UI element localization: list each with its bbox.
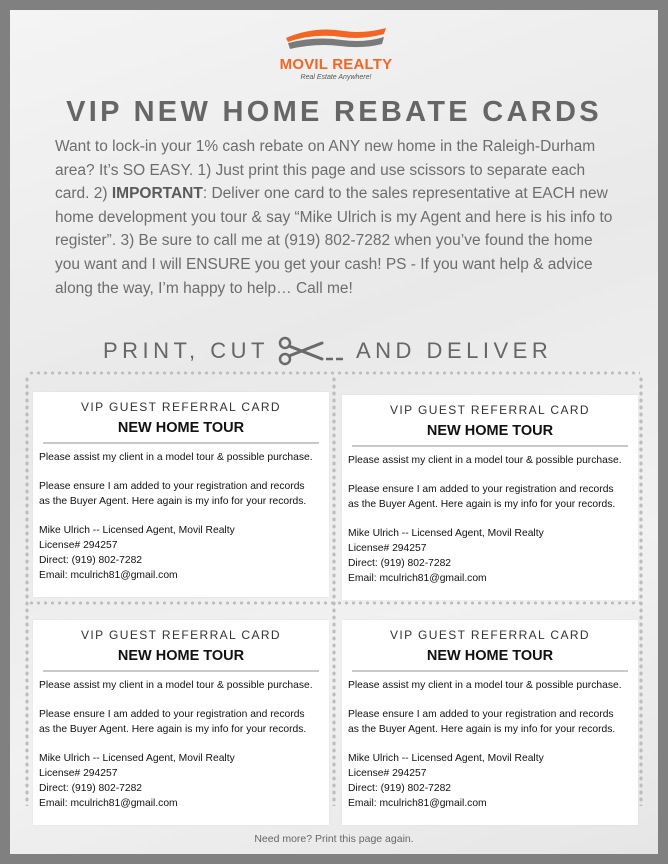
card-license: License# 294257: [348, 543, 427, 554]
card-license: License# 294257: [39, 540, 118, 551]
card-header: VIP GUEST REFERRAL CARD: [80, 628, 282, 642]
movil-realty-logo: [274, 24, 398, 94]
print-cut-label: PRINT, CUT: [103, 338, 269, 363]
and-deliver-label: AND DELIVER: [356, 338, 553, 363]
cut-line-right: [638, 376, 644, 806]
card-email: Email: mculrich81@gmail.com: [39, 570, 178, 581]
card-ensure-line-2: as the Buyer Agent. Here again is my info for your records.: [348, 724, 616, 735]
cut-line-left: [24, 376, 30, 806]
card-subheader: NEW HOME TOUR: [117, 648, 245, 664]
card-divider: [43, 442, 319, 444]
card-agent: Mike Ulrich -- Licensed Agent, Movil Realty: [348, 753, 544, 764]
referral-card-3: [33, 620, 329, 825]
intro-important: IMPORTANT: [111, 185, 203, 203]
card-subheader: NEW HOME TOUR: [426, 423, 554, 439]
card-email: Email: mculrich81@gmail.com: [348, 798, 487, 809]
scissors-icon: [278, 334, 348, 368]
card-assist-text: Please assist my client in a model tour & possible purchase.: [348, 680, 622, 691]
card-assist-text: Please assist my client in a model tour & possible purchase.: [348, 455, 622, 466]
roof-swoosh-icon: [284, 24, 388, 54]
cut-line-vertical: [331, 376, 337, 806]
card-license: License# 294257: [348, 768, 427, 779]
card-ensure-line-2: as the Buyer Agent. Here again is my info for your records.: [39, 724, 307, 735]
card-agent: Mike Ulrich -- Licensed Agent, Movil Realty: [348, 528, 544, 539]
referral-card-2: [342, 395, 638, 600]
card-direct-phone: Direct: (919) 802-7282: [348, 783, 452, 794]
card-direct-phone: Direct: (919) 802-7282: [39, 783, 143, 794]
card-ensure-line-1: Please ensure I am added to your registration and records: [39, 709, 305, 720]
card-ensure-line-1: Please ensure I am added to your registration and records: [39, 481, 305, 492]
intro-text-part1: Want to lock-in your 1% cash rebate on ANY new home in the Raleigh-Durham area? It’s SO EASY. 1) Just print this page and use scissors to separate each card. 2): [55, 138, 596, 203]
card-direct-phone: Direct: (919) 802-7282: [39, 555, 143, 566]
card-email: Email: mculrich81@gmail.com: [348, 573, 487, 584]
card-assist-text: Please assist my client in a model tour & possible purchase.: [39, 452, 313, 463]
intro-text-part2: : Deliver one card to the sales representative at EACH new home development you tour & say “Mike Ulrich is my Agent and here is his info to register”. 3) Be sure to call me at (919) 802-7282 when you’ve found the home you want and I will ENSURE you get your cash! PS - If you want help & advice along the way, I’m happy to help… Call me!: [55, 185, 613, 297]
card-divider: [43, 670, 319, 672]
card-header: VIP GUEST REFERRAL CARD: [389, 403, 591, 417]
card-assist-text: Please assist my client in a model tour & possible purchase.: [39, 680, 313, 691]
card-agent: Mike Ulrich -- Licensed Agent, Movil Realty: [39, 525, 235, 536]
card-subheader: NEW HOME TOUR: [117, 420, 245, 436]
card-direct-phone: Direct: (919) 802-7282: [348, 558, 452, 569]
card-ensure-line-1: Please ensure I am added to your registration and records: [348, 484, 614, 495]
card-ensure-line-1: Please ensure I am added to your registration and records: [348, 709, 614, 720]
card-subheader: NEW HOME TOUR: [426, 648, 554, 664]
brand-tagline: Real Estate Anywhere!: [300, 74, 372, 81]
card-divider: [352, 445, 628, 447]
brand-name: MOVIL REALTY: [279, 56, 393, 73]
card-agent: Mike Ulrich -- Licensed Agent, Movil Realty: [39, 753, 235, 764]
card-header: VIP GUEST REFERRAL CARD: [80, 400, 282, 414]
card-license: License# 294257: [39, 768, 118, 779]
referral-card-1: [33, 392, 329, 597]
referral-card-4: [342, 620, 638, 825]
card-ensure-line-2: as the Buyer Agent. Here again is my info for your records.: [348, 499, 616, 510]
page-title: VIP NEW HOME REBATE CARDS: [66, 96, 602, 128]
rebate-card-page: [10, 10, 658, 854]
card-divider: [352, 670, 628, 672]
footer-note: Need more? Print this page again.: [254, 833, 414, 845]
card-email: Email: mculrich81@gmail.com: [39, 798, 178, 809]
card-ensure-line-2: as the Buyer Agent. Here again is my info for your records.: [39, 496, 307, 507]
intro-paragraph: [55, 135, 615, 300]
print-cut-deliver-banner: [10, 334, 658, 368]
card-header: VIP GUEST REFERRAL CARD: [389, 628, 591, 642]
